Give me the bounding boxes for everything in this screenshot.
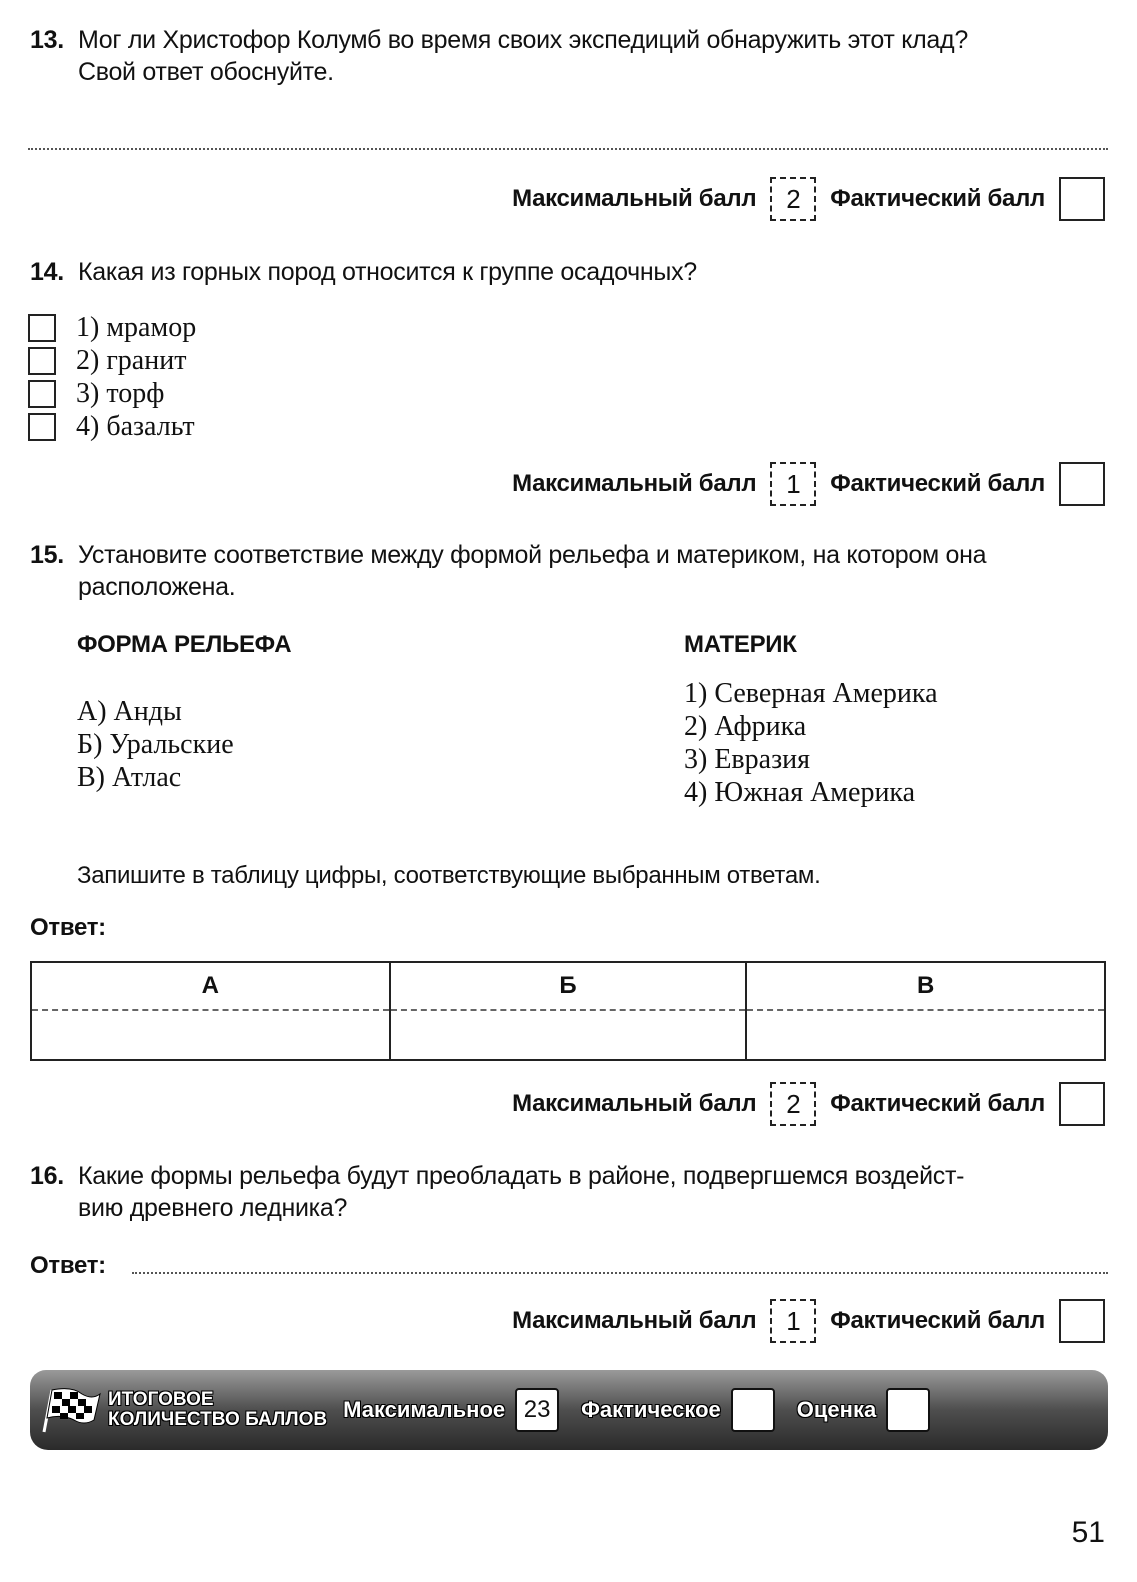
question-14: [30, 256, 1110, 288]
total-score-banner: [30, 1370, 1108, 1450]
question-number: 14.: [30, 258, 64, 286]
checkbox[interactable]: [28, 314, 56, 342]
question-text: Установите соответствие между формой рельефа и материком, на котором она: [78, 541, 987, 569]
question-number: 13.: [30, 26, 64, 54]
answer-line[interactable]: [28, 148, 1108, 150]
list-item: 1) Северная Америка: [684, 678, 938, 709]
list-item: В) Атлас: [77, 762, 182, 793]
max-score-box: 1: [770, 1299, 816, 1343]
actual-score-box[interactable]: [1059, 1299, 1105, 1343]
score-row-16: [498, 1299, 1105, 1343]
actual-score-label: Фактический балл: [830, 1307, 1045, 1334]
total-title-line1: ИТОГОВОЕ: [108, 1389, 214, 1410]
question-text: Мог ли Христофор Колумб во время своих экспедиций обнаружить этот клад?: [78, 26, 968, 54]
table-header-a: А: [31, 962, 390, 1010]
score-row-13: [498, 177, 1105, 221]
max-score-label: Максимальный балл: [512, 1307, 757, 1334]
landform-list: [77, 695, 234, 794]
total-title-line2: КОЛИЧЕСТВО БАЛЛОВ: [108, 1409, 328, 1430]
table-cell-v[interactable]: [746, 1010, 1105, 1060]
option-label: 2) гранит: [76, 344, 187, 376]
grade-label: Оценка: [796, 1397, 877, 1422]
table-cell-a[interactable]: [31, 1010, 390, 1060]
question-text-cont: Свой ответ обоснуйте.: [78, 58, 334, 86]
total-max-label: Максимальное: [343, 1397, 506, 1422]
question-text: Какие формы рельефа будут преобладать в районе, подвергшемся воздейст-: [78, 1162, 965, 1190]
list-item: 3) Евразия: [684, 744, 810, 775]
question-15: [30, 539, 1110, 603]
total-max-box: 23: [515, 1388, 559, 1432]
question-text-cont: вию древнего ледника?: [78, 1194, 348, 1222]
actual-score-box[interactable]: [1059, 462, 1105, 506]
left-column-header: ФОРМА РЕЛЬЕФА: [77, 631, 292, 658]
question-13: [30, 24, 1110, 88]
table-header-b: Б: [390, 962, 747, 1010]
score-row-14: [498, 462, 1105, 506]
grade-box[interactable]: [886, 1388, 930, 1432]
continent-list: [684, 677, 938, 809]
question-text: Какая из горных пород относится к группе осадочных?: [78, 258, 697, 286]
max-score-label: Максимальный балл: [512, 185, 757, 212]
answer-table: [30, 961, 1106, 1061]
total-actual-box[interactable]: [731, 1388, 775, 1432]
instruction-text: Запишите в таблицу цифры, соответствующие выбранным ответам.: [77, 862, 821, 889]
answer-line[interactable]: [132, 1272, 1108, 1274]
option-4[interactable]: [28, 410, 195, 443]
total-title: [108, 1390, 327, 1430]
actual-score-box[interactable]: [1059, 177, 1105, 221]
list-item: Б) Уральские: [77, 729, 234, 760]
max-score-box: 1: [770, 462, 816, 506]
score-row-15: [498, 1082, 1105, 1126]
checkbox[interactable]: [28, 380, 56, 408]
table-cell-b[interactable]: [390, 1010, 747, 1060]
question-text-cont: расположена.: [78, 573, 236, 601]
answer-label: Ответ:: [30, 914, 106, 941]
max-score-box: 2: [770, 1082, 816, 1126]
option-label: 4) базальт: [76, 410, 195, 442]
option-1[interactable]: [28, 311, 196, 344]
page-number: 51: [1071, 1516, 1105, 1549]
max-score-label: Максимальный балл: [512, 1090, 757, 1117]
actual-score-box[interactable]: [1059, 1082, 1105, 1126]
answer-label: Ответ:: [30, 1252, 106, 1279]
max-score-box: 2: [770, 177, 816, 221]
option-label: 3) торф: [76, 377, 165, 409]
table-header-v: В: [746, 962, 1105, 1010]
max-score-label: Максимальный балл: [512, 470, 757, 497]
list-item: А) Анды: [77, 696, 182, 727]
option-2[interactable]: [28, 344, 186, 377]
checkbox[interactable]: [28, 413, 56, 441]
question-16: [30, 1160, 1110, 1224]
list-item: 4) Южная Америка: [684, 777, 916, 808]
list-item: 2) Африка: [684, 711, 807, 742]
question-number: 15.: [30, 541, 64, 569]
total-actual-label: Фактическое: [581, 1397, 721, 1422]
checkered-flag-icon: [38, 1386, 102, 1434]
actual-score-label: Фактический балл: [830, 470, 1045, 497]
actual-score-label: Фактический балл: [830, 185, 1045, 212]
question-number: 16.: [30, 1162, 64, 1190]
option-label: 1) мрамор: [76, 311, 197, 343]
option-3[interactable]: [28, 377, 164, 410]
checkbox[interactable]: [28, 347, 56, 375]
actual-score-label: Фактический балл: [830, 1090, 1045, 1117]
right-column-header: МАТЕРИК: [684, 631, 797, 658]
